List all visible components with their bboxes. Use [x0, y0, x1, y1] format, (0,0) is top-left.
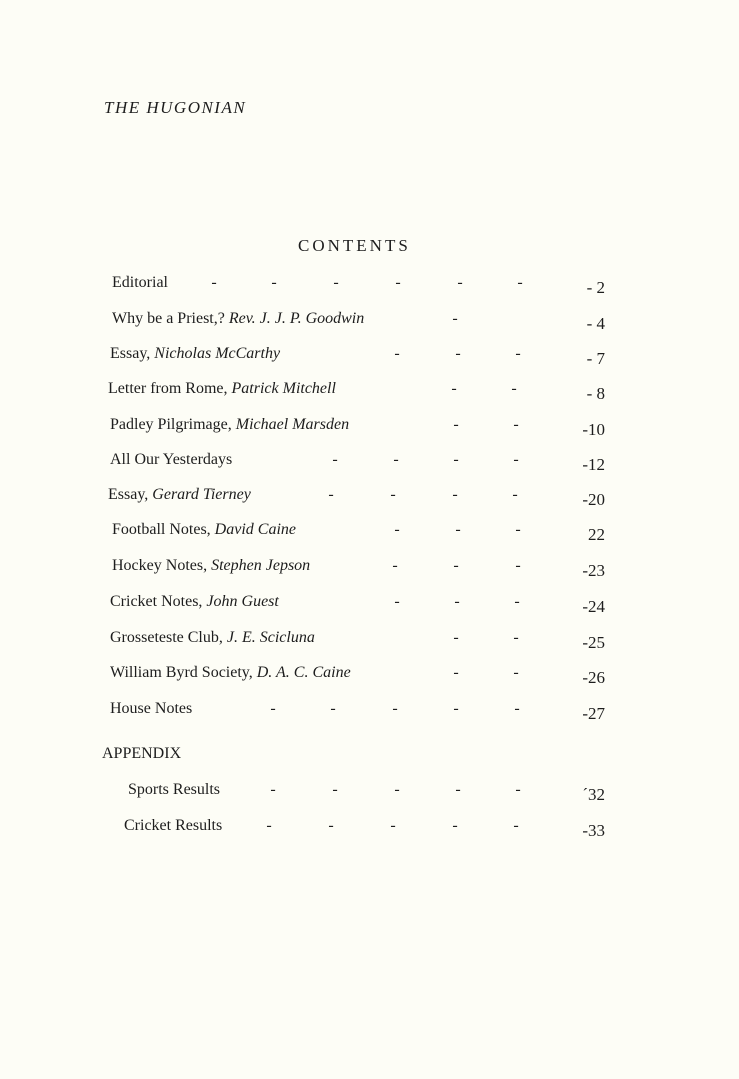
entry-author: Nicholas McCarthy: [154, 345, 281, 362]
page-number: -20: [582, 490, 605, 509]
leader-dash: -: [513, 416, 519, 433]
page-number: -33: [582, 821, 605, 840]
toc-entry-title: [112, 310, 364, 328]
leader-dash: -: [394, 521, 400, 538]
leader-dash: -: [454, 593, 460, 610]
leader-dash: -: [271, 274, 277, 291]
leader-dash: -: [394, 593, 400, 610]
page-number: - 7: [586, 349, 605, 368]
entry-author: Gerard Tierney: [152, 486, 251, 503]
page-number: - 2: [586, 278, 605, 297]
leader-dash: -: [452, 310, 458, 327]
leader-dash: -: [514, 593, 520, 610]
leader-dash: -: [455, 521, 461, 538]
leader-dash: -: [330, 700, 336, 717]
toc-entry: [0, 781, 739, 805]
leader-dash: -: [455, 345, 461, 362]
toc-entry: [0, 416, 739, 440]
entry-author: Michael Marsden: [235, 416, 350, 433]
leader-dash: -: [390, 486, 396, 503]
entry-author: Stephen Jepson: [211, 557, 311, 574]
entry-title-text: Essay,: [110, 345, 155, 362]
leader-dash: -: [453, 451, 459, 468]
entry-title-text: Grosseteste Club,: [110, 629, 227, 646]
toc-entry-title: [110, 593, 279, 611]
page-number: 22: [588, 525, 605, 544]
entry-title-text: All Our Yesterdays: [110, 451, 233, 468]
toc-entry: [0, 593, 739, 617]
toc-entry-title: [124, 817, 222, 835]
page-number: ´32: [582, 785, 605, 804]
leader-dash: -: [515, 345, 521, 362]
page-number: -23: [582, 561, 605, 580]
toc-entry: [0, 700, 739, 724]
entry-title-text: Letter from Rome,: [108, 380, 232, 397]
page-number: -10: [582, 420, 605, 439]
page-number: -12: [582, 455, 605, 474]
leader-dash: -: [452, 817, 458, 834]
leader-dash: -: [390, 817, 396, 834]
toc-entry: [0, 451, 739, 475]
toc-entry: [0, 274, 739, 298]
entry-title-text: Essay,: [108, 486, 153, 503]
leader-dash: -: [270, 700, 276, 717]
leader-dash: -: [514, 700, 520, 717]
toc-entry: [0, 310, 739, 334]
entry-title-text: Cricket Results: [124, 817, 223, 834]
entry-title-text: Cricket Notes,: [110, 593, 207, 610]
toc-entry: [0, 380, 739, 404]
toc-entry-title: [110, 345, 280, 363]
toc-entry: [0, 664, 739, 688]
page-number: -25: [582, 633, 605, 652]
running-title: THE HUGONIAN: [104, 98, 247, 117]
leader-dash: -: [211, 274, 217, 291]
leader-dash: -: [394, 345, 400, 362]
leader-dash: -: [515, 557, 521, 574]
page-number: - 8: [586, 384, 605, 403]
leader-dash: -: [452, 486, 458, 503]
toc-entry: [0, 486, 739, 510]
entry-title-text: Football Notes,: [112, 521, 215, 538]
toc-entry-title: [128, 781, 220, 799]
entry-author: D. A. C. Caine: [256, 664, 351, 681]
toc-entry-title: [110, 664, 351, 682]
toc-entry-title: [112, 521, 296, 539]
entry-author: Patrick Mitchell: [231, 380, 336, 397]
leader-dash: -: [513, 817, 519, 834]
entry-author: Rev. J. J. P. Goodwin: [228, 310, 365, 327]
contents-heading: CONTENTS: [298, 236, 411, 255]
leader-dash: -: [392, 700, 398, 717]
leader-dash: -: [393, 451, 399, 468]
entry-author: J. E. Scicluna: [226, 629, 315, 646]
toc-entry-title: [112, 274, 168, 292]
leader-dash: -: [392, 557, 398, 574]
leader-dash: -: [515, 521, 521, 538]
entry-author: David Caine: [214, 521, 296, 538]
leader-dash: -: [328, 486, 334, 503]
leader-dash: -: [453, 557, 459, 574]
toc-entry: [0, 557, 739, 581]
toc-entry: [0, 521, 739, 545]
toc-entry-title: [110, 451, 232, 469]
leader-dash: -: [395, 274, 401, 291]
page-number: - 4: [586, 314, 605, 333]
entry-title-text: Why be a Priest,?: [112, 310, 229, 327]
page-number: -24: [582, 597, 605, 616]
leader-dash: -: [511, 380, 517, 397]
leader-dash: -: [328, 817, 334, 834]
leader-dash: -: [513, 451, 519, 468]
appendix-heading: APPENDIX: [102, 745, 182, 762]
entry-author: John Guest: [206, 593, 279, 610]
leader-dash: -: [333, 274, 339, 291]
leader-dash: -: [453, 416, 459, 433]
leader-dash: -: [517, 274, 523, 291]
toc-entry: [0, 817, 739, 841]
entry-title-text: Hockey Notes,: [112, 557, 212, 574]
leader-dash: -: [515, 781, 521, 798]
entry-title-text: William Byrd Society,: [110, 664, 257, 681]
leader-dash: -: [457, 274, 463, 291]
leader-dash: -: [513, 629, 519, 646]
leader-dash: -: [453, 700, 459, 717]
leader-dash: -: [394, 781, 400, 798]
entry-title-text: Editorial: [112, 274, 168, 291]
toc-entry-title: [110, 700, 192, 718]
leader-dash: -: [270, 781, 276, 798]
toc-entry-title: [110, 416, 349, 434]
entry-title-text: House Notes: [110, 700, 193, 717]
entry-title-text: Padley Pilgrimage,: [110, 416, 236, 433]
leader-dash: -: [451, 380, 457, 397]
leader-dash: -: [453, 629, 459, 646]
toc-entry-title: [112, 557, 310, 575]
leader-dash: -: [266, 817, 272, 834]
toc-entry: [0, 345, 739, 369]
leader-dash: -: [513, 664, 519, 681]
leader-dash: -: [453, 664, 459, 681]
page-number: -27: [582, 704, 605, 723]
leader-dash: -: [332, 781, 338, 798]
entry-title-text: Sports Results: [128, 781, 221, 798]
page-number: -26: [582, 668, 605, 687]
toc-entry-title: [108, 380, 336, 398]
leader-dash: -: [455, 781, 461, 798]
leader-dash: -: [512, 486, 518, 503]
toc-entry: [0, 629, 739, 653]
leader-dash: -: [332, 451, 338, 468]
toc-entry-title: [108, 486, 251, 504]
toc-entry-title: [110, 629, 315, 647]
